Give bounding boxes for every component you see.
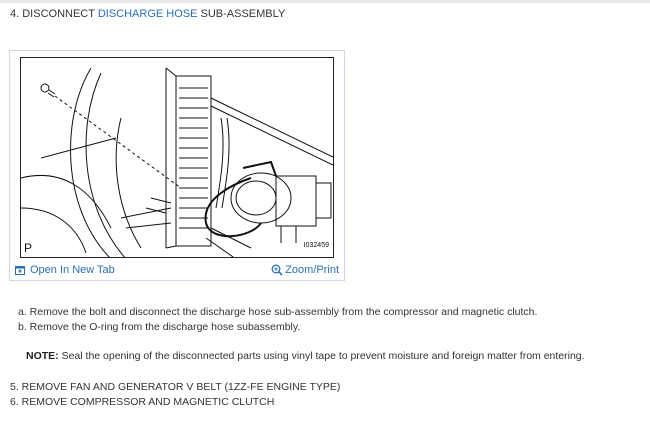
step-4-heading (10, 8, 285, 20)
step-4-suffix: SUB-ASSEMBLY (197, 8, 286, 20)
zoom-print-button[interactable] (271, 264, 339, 276)
open-new-tab-icon (15, 265, 26, 276)
zoom-print-label: Zoom/Print (285, 264, 339, 276)
note-label: NOTE: (26, 350, 59, 362)
top-divider (0, 0, 650, 3)
engine-diagram-illustration (21, 58, 334, 258)
figure-code: I032459 (303, 242, 329, 249)
note-text: Seal the opening of the disconnected parts using vinyl tape to prevent moisture and foreign matter from entering. (58, 350, 585, 362)
instruction-b: b. Remove the O-ring from the discharge hose subassembly. (18, 321, 301, 333)
figure-card (9, 50, 345, 281)
discharge-hose-link[interactable]: DISCHARGE HOSE (97, 8, 198, 20)
open-in-new-tab-label: Open In New Tab (30, 264, 115, 276)
figure-letter: P (24, 241, 33, 255)
note-paragraph (26, 350, 585, 362)
diagram-image[interactable] (20, 57, 334, 258)
open-in-new-tab-button[interactable] (15, 264, 115, 276)
next-steps-list (10, 380, 340, 410)
step-4-number: 4. DISCONNECT (10, 8, 98, 20)
instruction-list (18, 305, 537, 335)
instruction-a: a. Remove the bolt and disconnect the discharge hose sub-assembly from the compressor and magnetic clutch. (18, 306, 538, 318)
magnifier-plus-icon (271, 264, 283, 276)
step-5-heading: 5. REMOVE FAN AND GENERATOR V BELT (1ZZ-FE ENGINE TYPE) (10, 381, 341, 393)
condenser-drawing (166, 68, 211, 248)
figure-toolbar (10, 261, 344, 281)
bolt-drawing (41, 84, 55, 97)
step-6-heading: 6. REMOVE COMPRESSOR AND MAGNETIC CLUTCH (10, 396, 275, 408)
